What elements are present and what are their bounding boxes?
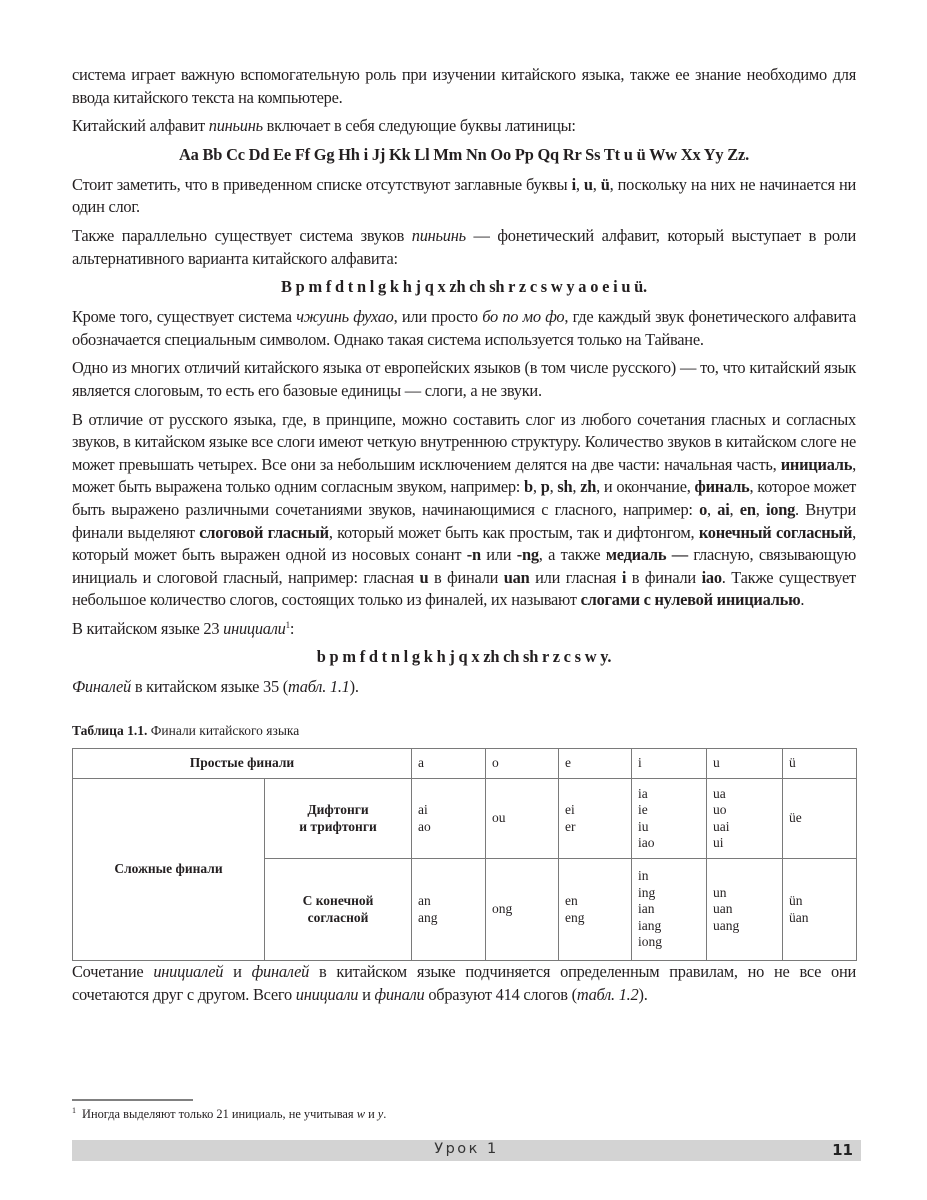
text: Сочетание: [72, 962, 154, 982]
final: ai: [418, 802, 428, 818]
text: ,: [549, 477, 558, 497]
final: ian: [638, 901, 655, 917]
table-cell: [412, 779, 486, 859]
table-cell: [707, 859, 783, 961]
final: uan: [713, 901, 733, 917]
table-row-diphthongs: [73, 779, 857, 859]
term: w: [356, 1107, 365, 1121]
final: ua: [713, 785, 726, 801]
table-cell: a: [412, 749, 486, 779]
term: uan: [503, 567, 530, 587]
text: ,: [755, 499, 766, 519]
final: üan: [789, 909, 809, 925]
text: образуют 414 слогов (: [424, 984, 577, 1004]
page-body: [72, 64, 856, 1012]
text: ,: [572, 477, 581, 497]
text: , или просто: [393, 307, 483, 327]
term: Финалей: [72, 677, 131, 697]
term: ü: [600, 174, 610, 194]
label-line: Дифтонги: [307, 802, 369, 818]
text: , который может быть выражен одной из носовых сонант: [72, 522, 856, 565]
table-caption: [72, 723, 856, 739]
table-ref: табл. 1.1: [287, 677, 350, 697]
final: uo: [713, 802, 727, 818]
lesson-label: Урок 1: [434, 1141, 499, 1157]
table-cell: [783, 859, 857, 961]
term: b: [524, 477, 533, 497]
text: гласную, связывающую инициаль и слоговой гласный, например: гласная: [72, 545, 857, 587]
final: uai: [713, 818, 730, 834]
paragraph-intro: [72, 64, 856, 109]
final: iao: [638, 835, 655, 851]
table-cell: [632, 779, 707, 859]
term: медиаль —: [605, 545, 688, 565]
text: , и окончание,: [596, 477, 695, 497]
final: eng: [565, 909, 585, 925]
table-cell: [783, 779, 857, 859]
table-cell: [412, 859, 486, 961]
text: ,: [592, 174, 601, 194]
text: Также параллельно существует система звуков: [72, 225, 412, 245]
text: в китайском языке подчиняется определенным правилам, но не все они сочетаются друг с другом. Всего: [72, 962, 857, 1004]
text: ).: [349, 677, 359, 697]
text: ,: [575, 174, 584, 194]
term: финали: [374, 984, 425, 1004]
paragraph-zhuyin: [72, 306, 856, 351]
table-cell: [486, 859, 559, 961]
text: включает в себя следующие буквы латиницы:: [262, 116, 576, 136]
text: Китайский алфавит: [72, 116, 209, 136]
text: , которое может быть выражено различными сочетаниями звуков, начинающимися с гласного, например:: [72, 477, 857, 519]
paragraph-initials-count: [72, 618, 856, 641]
text: и: [364, 1107, 378, 1121]
table-cell: i: [632, 749, 707, 779]
term: en: [739, 499, 756, 519]
final: ang: [418, 909, 438, 925]
label-line: С конечной: [302, 893, 374, 909]
final: an: [418, 893, 431, 909]
text: , может быть выражена только одним согласным звуком, например:: [72, 454, 856, 497]
term: инициали: [295, 984, 359, 1004]
text: , где каждый звук фонетического алфавита обозначается специальным символом. Однако такая система используется только на Тайване.: [72, 307, 857, 349]
text: .: [800, 590, 805, 610]
table-cell: u: [707, 749, 783, 779]
term: пиньинь: [208, 116, 263, 136]
text: или гласная: [529, 567, 622, 587]
term: инициали: [223, 618, 286, 638]
final: ong: [492, 901, 513, 917]
text: . Внутри финали выделяют: [72, 499, 856, 542]
paragraph-capitals: [72, 174, 856, 219]
text: система играет важную вспомогательную роль при изучении китайского языка, также ее знание необходимо для ввода китайского текста на компьютере.: [72, 65, 856, 107]
text: ,: [707, 499, 718, 519]
table-cell: [559, 859, 632, 961]
label-line: и трифтонги: [299, 818, 377, 834]
term: zh: [580, 477, 597, 497]
term: инициаль: [780, 454, 853, 474]
text: в финали: [626, 567, 702, 587]
final: in: [638, 868, 649, 884]
table-cell: ü: [783, 749, 857, 779]
term: конечный согласный: [698, 522, 853, 542]
term: финалей: [251, 962, 310, 982]
final: iong: [638, 934, 663, 950]
final: en: [565, 893, 578, 909]
paragraph-syllable-structure: [72, 409, 856, 612]
table-cell: [486, 779, 559, 859]
text: :: [289, 618, 295, 638]
paragraph-sound-system: [72, 225, 856, 270]
nasal-finals-label: [265, 859, 412, 961]
text: или: [480, 545, 517, 565]
text: и: [358, 984, 375, 1004]
term: инициалей: [153, 962, 224, 982]
text: .: [383, 1107, 387, 1121]
term: чжуинь фухао: [296, 307, 394, 327]
term: sh: [557, 477, 573, 497]
text: В китайском языке 23: [72, 618, 224, 638]
text: В отличие от русского языка, где, в принципе, можно составить слог из любого сочетания гласных и согласных звуков, в китайском языке все слоги имеют четкую внутреннюю структуру. Количество звуков в китайском слоге не может превышать четырех. Все они за небольшим исключением делятся на две части: начальная часть,: [72, 409, 856, 474]
final: un: [713, 884, 727, 900]
page-number: 11: [832, 1141, 853, 1159]
term: iao: [701, 567, 722, 587]
term: пиньинь: [411, 225, 466, 245]
final: ie: [638, 802, 648, 818]
final: ing: [638, 884, 656, 900]
term: слоговой гласный: [199, 522, 329, 542]
final: ui: [713, 835, 724, 851]
initials-list: b p m f d t n l g k h j q x zh ch sh r z c s w y.: [316, 647, 612, 667]
text: . Также существует небольшое количество слогов, состоящих только из финалей, их называют: [72, 567, 856, 610]
text: Кроме того, существует система: [72, 307, 297, 327]
final: ao: [418, 818, 431, 834]
text: ,: [532, 477, 541, 497]
caption-text: Финали китайского языка: [147, 723, 300, 739]
final: üe: [789, 810, 802, 826]
final: ün: [789, 893, 803, 909]
footnote-ref[interactable]: 1: [285, 619, 290, 630]
term: бо по мо фо: [482, 307, 565, 327]
paragraph-syllabic: [72, 357, 856, 402]
footnote-marker: 1: [72, 1106, 76, 1115]
term: -n: [466, 545, 481, 565]
diphthongs-label: [265, 779, 412, 859]
term: -ng: [516, 545, 539, 565]
text: , поскольку на них не начинается ни один слог.: [72, 174, 856, 217]
term: o: [699, 499, 708, 519]
term: ai: [717, 499, 730, 519]
term: i: [621, 567, 627, 587]
paragraph-combinations: [72, 961, 856, 1006]
text: и: [223, 962, 252, 982]
term: i: [571, 174, 576, 194]
table-ref: табл. 1.2: [576, 984, 639, 1004]
simple-finals-label: Простые финали: [73, 749, 412, 779]
text: Стоит заметить, что в приведенном списке отсутствуют заглавные буквы: [72, 174, 572, 194]
sounds-list: B p m f d t n l g k h j q x zh ch sh r z c s w y a o e i u ü.: [281, 277, 647, 297]
text: ,: [729, 499, 740, 519]
table-cell: e: [559, 749, 632, 779]
finals-table: [72, 748, 857, 961]
paragraph-finals-count: [72, 676, 856, 699]
table-cell: [632, 859, 707, 961]
text: Иногда выделяют только 21 инициаль, не учитывая: [82, 1107, 357, 1121]
text: , а также: [538, 545, 606, 565]
text: — фонетический алфавит, который выступает в роли альтернативного варианта китайского алфавита:: [72, 225, 857, 268]
term: u: [419, 567, 429, 587]
final: uang: [713, 917, 740, 933]
final: ia: [638, 785, 648, 801]
term: y: [377, 1107, 384, 1121]
table-row-simple: [73, 749, 857, 779]
paragraph-pinyin-alphabet: [72, 115, 856, 138]
page-footer: [72, 1140, 861, 1161]
text: Одно из многих отличий китайского языка от европейских языков (в том числе русского) — то, что китайский язык является слоговым, то есть его базовые единицы — слоги, а не звуки.: [72, 358, 856, 400]
alphabet-list: Aa Bb Cc Dd Ee Ff Gg Hh i Jj Kk Ll Mm Nn Oo Pp Qq Rr Ss Tt u ü Ww Xx Yy Zz.: [179, 144, 749, 164]
footnote: [72, 1106, 386, 1122]
caption-label: Таблица 1.1.: [72, 723, 148, 739]
final: er: [565, 818, 576, 834]
term: p: [540, 477, 550, 497]
final: ei: [565, 802, 575, 818]
term: слогами с нулевой инициалью: [580, 590, 801, 610]
term: финаль: [694, 477, 750, 497]
text: ).: [638, 984, 648, 1004]
table-cell: o: [486, 749, 559, 779]
text: , который может быть как простым, так и дифтонгом,: [328, 522, 699, 542]
footnote-divider: [72, 1099, 193, 1101]
text: в финали: [428, 567, 504, 587]
final: iang: [638, 917, 662, 933]
final: iu: [638, 818, 649, 834]
complex-finals-label: Сложные финали: [73, 779, 265, 961]
text: в китайском языке 35 (: [130, 677, 288, 697]
final: ou: [492, 810, 506, 826]
term: u: [583, 174, 593, 194]
table-cell: [707, 779, 783, 859]
term: iong: [765, 499, 796, 519]
label-line: согласной: [307, 909, 369, 925]
table-cell: [559, 779, 632, 859]
